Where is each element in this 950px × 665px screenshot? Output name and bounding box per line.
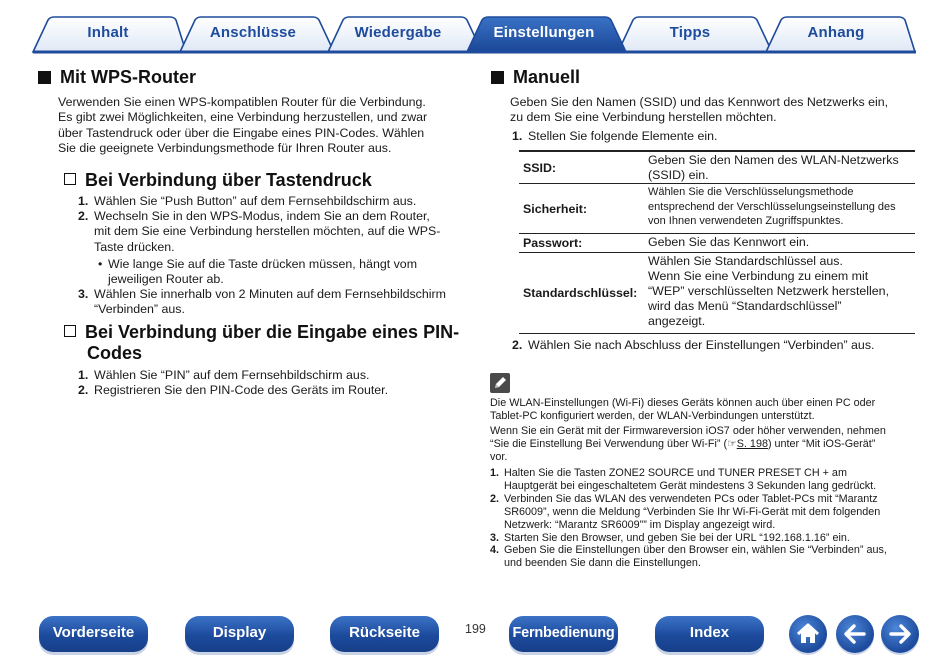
pin-steps bbox=[78, 368, 388, 398]
table-value-line: Geben Sie den Namen des WLAN-Netzwerks bbox=[648, 153, 899, 167]
page-link[interactable]: S. 198 bbox=[736, 438, 768, 450]
step-text: Wählen Sie “Push Button” auf dem Fernsehbildschirm aus. bbox=[94, 194, 417, 208]
arrow-right-icon bbox=[881, 615, 919, 653]
note-line: vor. bbox=[490, 451, 508, 463]
table-value-line: Wählen Sie die Verschlüsselungsmethode bbox=[648, 186, 854, 198]
step-text: Netzwerk: “Marantz SR6009”” im Display angezeigt wird. bbox=[504, 518, 776, 531]
checkbox-square-icon bbox=[64, 173, 76, 185]
step-number: 1. bbox=[78, 368, 89, 382]
subsection-title-text: Bei Verbindung über die Eingabe eines PIN- bbox=[85, 322, 460, 342]
subsection-title-text: Codes bbox=[87, 343, 143, 363]
settings-table bbox=[519, 150, 915, 334]
subsection-title-pin bbox=[64, 322, 459, 364]
table-row bbox=[519, 184, 915, 234]
manuell-intro-line: Geben Sie den Namen (SSID) und das Kennwort des Netzwerks ein, bbox=[510, 95, 889, 109]
pencil-note-icon bbox=[490, 373, 510, 393]
table-value-line: entsprechend der Verschlüsselungseinstellung des bbox=[648, 200, 896, 213]
table-value bbox=[646, 184, 915, 233]
manuell-step-2 bbox=[512, 338, 874, 353]
step-text: mit dem Sie eine Verbindung herstellen möchten, auf die WPS- bbox=[94, 224, 441, 239]
step-number: 1. bbox=[512, 129, 523, 143]
note-text-part: “Sie die Einstellung Bei Verwendung über Wi-Fi” ( bbox=[490, 438, 728, 450]
step-number: 1. bbox=[490, 467, 500, 479]
table-key: Sicherheit: bbox=[523, 201, 588, 216]
tab-bar bbox=[0, 0, 950, 56]
step-text: Registrieren Sie den PIN-Code des Geräts im Router. bbox=[94, 383, 389, 398]
step-number: 1. bbox=[78, 194, 89, 208]
home-button[interactable] bbox=[789, 615, 827, 653]
manuell-intro bbox=[510, 95, 888, 126]
table-value-line: Wählen Sie Standardschlüssel aus. bbox=[648, 254, 843, 268]
index-button[interactable]: Index bbox=[655, 616, 764, 652]
tab-inhalt[interactable]: Inhalt bbox=[87, 24, 129, 41]
subsection-title-tastendruck bbox=[64, 170, 372, 191]
list-item bbox=[490, 493, 887, 532]
note-steps bbox=[490, 467, 887, 570]
tab-einstellungen[interactable]: Einstellungen bbox=[493, 24, 595, 41]
table-row bbox=[519, 150, 915, 184]
step-text: Wechseln Sie in den WPS-Modus, indem Sie an dem Router, bbox=[94, 209, 430, 224]
note-line: Wenn Sie ein Gerät mit der Firmwareversion iOS7 oder höher verwenden, nehmen bbox=[490, 425, 886, 437]
tab-anschluesse[interactable]: Anschlüsse bbox=[209, 24, 297, 41]
note-text-part: ) unter “Mit iOS-Gerät” bbox=[767, 438, 876, 450]
step-number: 2. bbox=[490, 492, 500, 505]
table-value-line: wird das Menü “Standardschlüssel” bbox=[648, 299, 842, 313]
step-text: Wählen Sie innerhalb von 2 Minuten auf dem Fernsehbildschirm bbox=[94, 287, 446, 302]
table-row bbox=[519, 253, 915, 334]
step-text: Wählen Sie “PIN” auf dem Fernsehbildschirm aus. bbox=[94, 368, 370, 382]
table-value-line: Geben Sie das Kennwort ein. bbox=[648, 235, 810, 249]
step-number: 4. bbox=[490, 544, 500, 557]
step-text: Taste drücken. bbox=[94, 239, 175, 254]
subsection-title-text: Bei Verbindung über Tastendruck bbox=[85, 170, 372, 190]
tastendruck-steps bbox=[78, 194, 446, 318]
step-number: 3. bbox=[78, 287, 89, 302]
note-line: Tablet-PC konfiguriert werden, der WLAN-Verbindungen unterstützt. bbox=[490, 410, 815, 422]
bullet-text: jeweiligen Router ab. bbox=[108, 272, 224, 287]
home-icon bbox=[789, 615, 827, 653]
list-item bbox=[512, 129, 717, 144]
step-text: “Verbinden” aus. bbox=[94, 302, 185, 317]
step-number: 2. bbox=[78, 383, 89, 398]
note-text bbox=[490, 397, 886, 464]
step-number: 3. bbox=[490, 531, 500, 544]
rueckseite-button[interactable]: Rückseite bbox=[330, 616, 439, 652]
wps-intro-line: Sie die geeignete Verbindungsmethode für Ihren Router aus. bbox=[58, 141, 392, 156]
tab-anhang[interactable]: Anhang bbox=[807, 24, 865, 41]
page-number: 199 bbox=[465, 622, 486, 636]
table-value bbox=[646, 234, 915, 252]
wps-intro-line: Es gibt zwei Möglichkeiten, eine Verbindung herzustellen, und zwar bbox=[58, 110, 428, 125]
step-text: Halten Sie die Tasten ZONE2 SOURCE und TUNER PRESET CH + am bbox=[504, 467, 847, 479]
step-text: Starten Sie den Browser, und geben Sie bei der URL “192.168.1.16” ein. bbox=[504, 531, 850, 544]
page-reference-icon: ☞ bbox=[727, 438, 737, 450]
checkbox-square-icon bbox=[64, 325, 76, 337]
table-value bbox=[646, 152, 915, 183]
section-title-manuell bbox=[491, 67, 580, 88]
pencil-icon bbox=[490, 373, 510, 393]
table-key: Standardschlüssel: bbox=[523, 286, 638, 300]
list-item bbox=[512, 338, 874, 353]
back-arrow-button[interactable] bbox=[836, 615, 874, 653]
manuell-step-1 bbox=[512, 129, 717, 144]
note-line: Die WLAN-Einstellungen (Wi-Fi) dieses Geräts können auch über einen PC oder bbox=[490, 397, 876, 409]
section-title-text: Manuell bbox=[513, 67, 581, 87]
step-number: 2. bbox=[78, 209, 89, 224]
table-row bbox=[519, 234, 915, 253]
table-key: Passwort: bbox=[523, 236, 583, 250]
table-key: SSID: bbox=[523, 160, 557, 175]
list-item bbox=[78, 209, 446, 287]
table-value-line: von Ihnen verwendeten Zugriffspunktes. bbox=[648, 215, 844, 228]
tab-tipps[interactable]: Tipps bbox=[669, 24, 711, 41]
list-item bbox=[490, 467, 887, 493]
fernbedienung-button[interactable]: Fernbedienung bbox=[509, 616, 618, 652]
tab-wiedergabe[interactable]: Wiedergabe bbox=[354, 24, 442, 41]
bullet-item bbox=[96, 257, 446, 287]
step-text: und beenden Sie dann die Einstellungen. bbox=[504, 557, 701, 570]
arrow-left-icon bbox=[836, 615, 874, 653]
list-item bbox=[490, 532, 887, 545]
wps-intro bbox=[58, 95, 427, 157]
section-title-wps bbox=[38, 67, 196, 88]
list-item bbox=[490, 544, 887, 570]
step-text: Wählen Sie nach Abschluss der Einstellungen “Verbinden” aus. bbox=[528, 338, 875, 352]
section-square-icon bbox=[38, 71, 51, 84]
step-text: Verbinden Sie das WLAN des verwendeten PCs oder Tablet-PCs mit “Marantz bbox=[504, 492, 878, 505]
table-value-line: “WEP” verschlüsselten Netzwerk herstellen, bbox=[648, 284, 890, 298]
forward-arrow-button[interactable] bbox=[881, 615, 919, 653]
table-value-line: Wenn Sie eine Verbindung zu einem mit bbox=[648, 269, 869, 283]
bullet-text: • Wie lange Sie auf die Taste drücken müssen, hängt vom bbox=[108, 256, 418, 271]
step-text: Stellen Sie folgende Elemente ein. bbox=[528, 129, 718, 143]
vorderseite-button[interactable]: Vorderseite bbox=[39, 616, 148, 652]
note-line-with-link bbox=[490, 438, 886, 451]
step-number: 2. bbox=[512, 338, 523, 352]
display-button[interactable]: Display bbox=[185, 616, 294, 652]
section-title-text: Mit WPS-Router bbox=[60, 67, 196, 87]
manuell-intro-line: zu dem Sie eine Verbindung herstellen möchten. bbox=[510, 110, 777, 125]
table-value-line: angezeigt. bbox=[648, 314, 706, 328]
list-item bbox=[78, 194, 446, 209]
step-text: Hauptgerät bei eingeschaltetem Gerät mindestens 3 Sekunden lang gedrückt. bbox=[504, 479, 877, 492]
step-text: SR6009”, wenn die Meldung “Verbinden Sie Ihr Wi-Fi-Gerät mit dem folgenden bbox=[504, 505, 881, 518]
table-value bbox=[646, 253, 915, 333]
wps-intro-line: Verwenden Sie einen WPS-kompatiblen Router für die Verbindung. bbox=[58, 95, 426, 109]
list-item bbox=[78, 383, 388, 398]
list-item bbox=[78, 368, 388, 383]
wps-intro-line: über Tastendruck oder über die Eingabe eines PIN-Codes. Wählen bbox=[58, 125, 425, 140]
list-item bbox=[78, 287, 446, 317]
table-value-line: (SSID) ein. bbox=[648, 168, 709, 182]
section-square-icon bbox=[491, 71, 504, 84]
step-text: Geben Sie die Einstellungen über den Browser ein, wählen Sie “Verbinden” aus, bbox=[504, 544, 887, 557]
